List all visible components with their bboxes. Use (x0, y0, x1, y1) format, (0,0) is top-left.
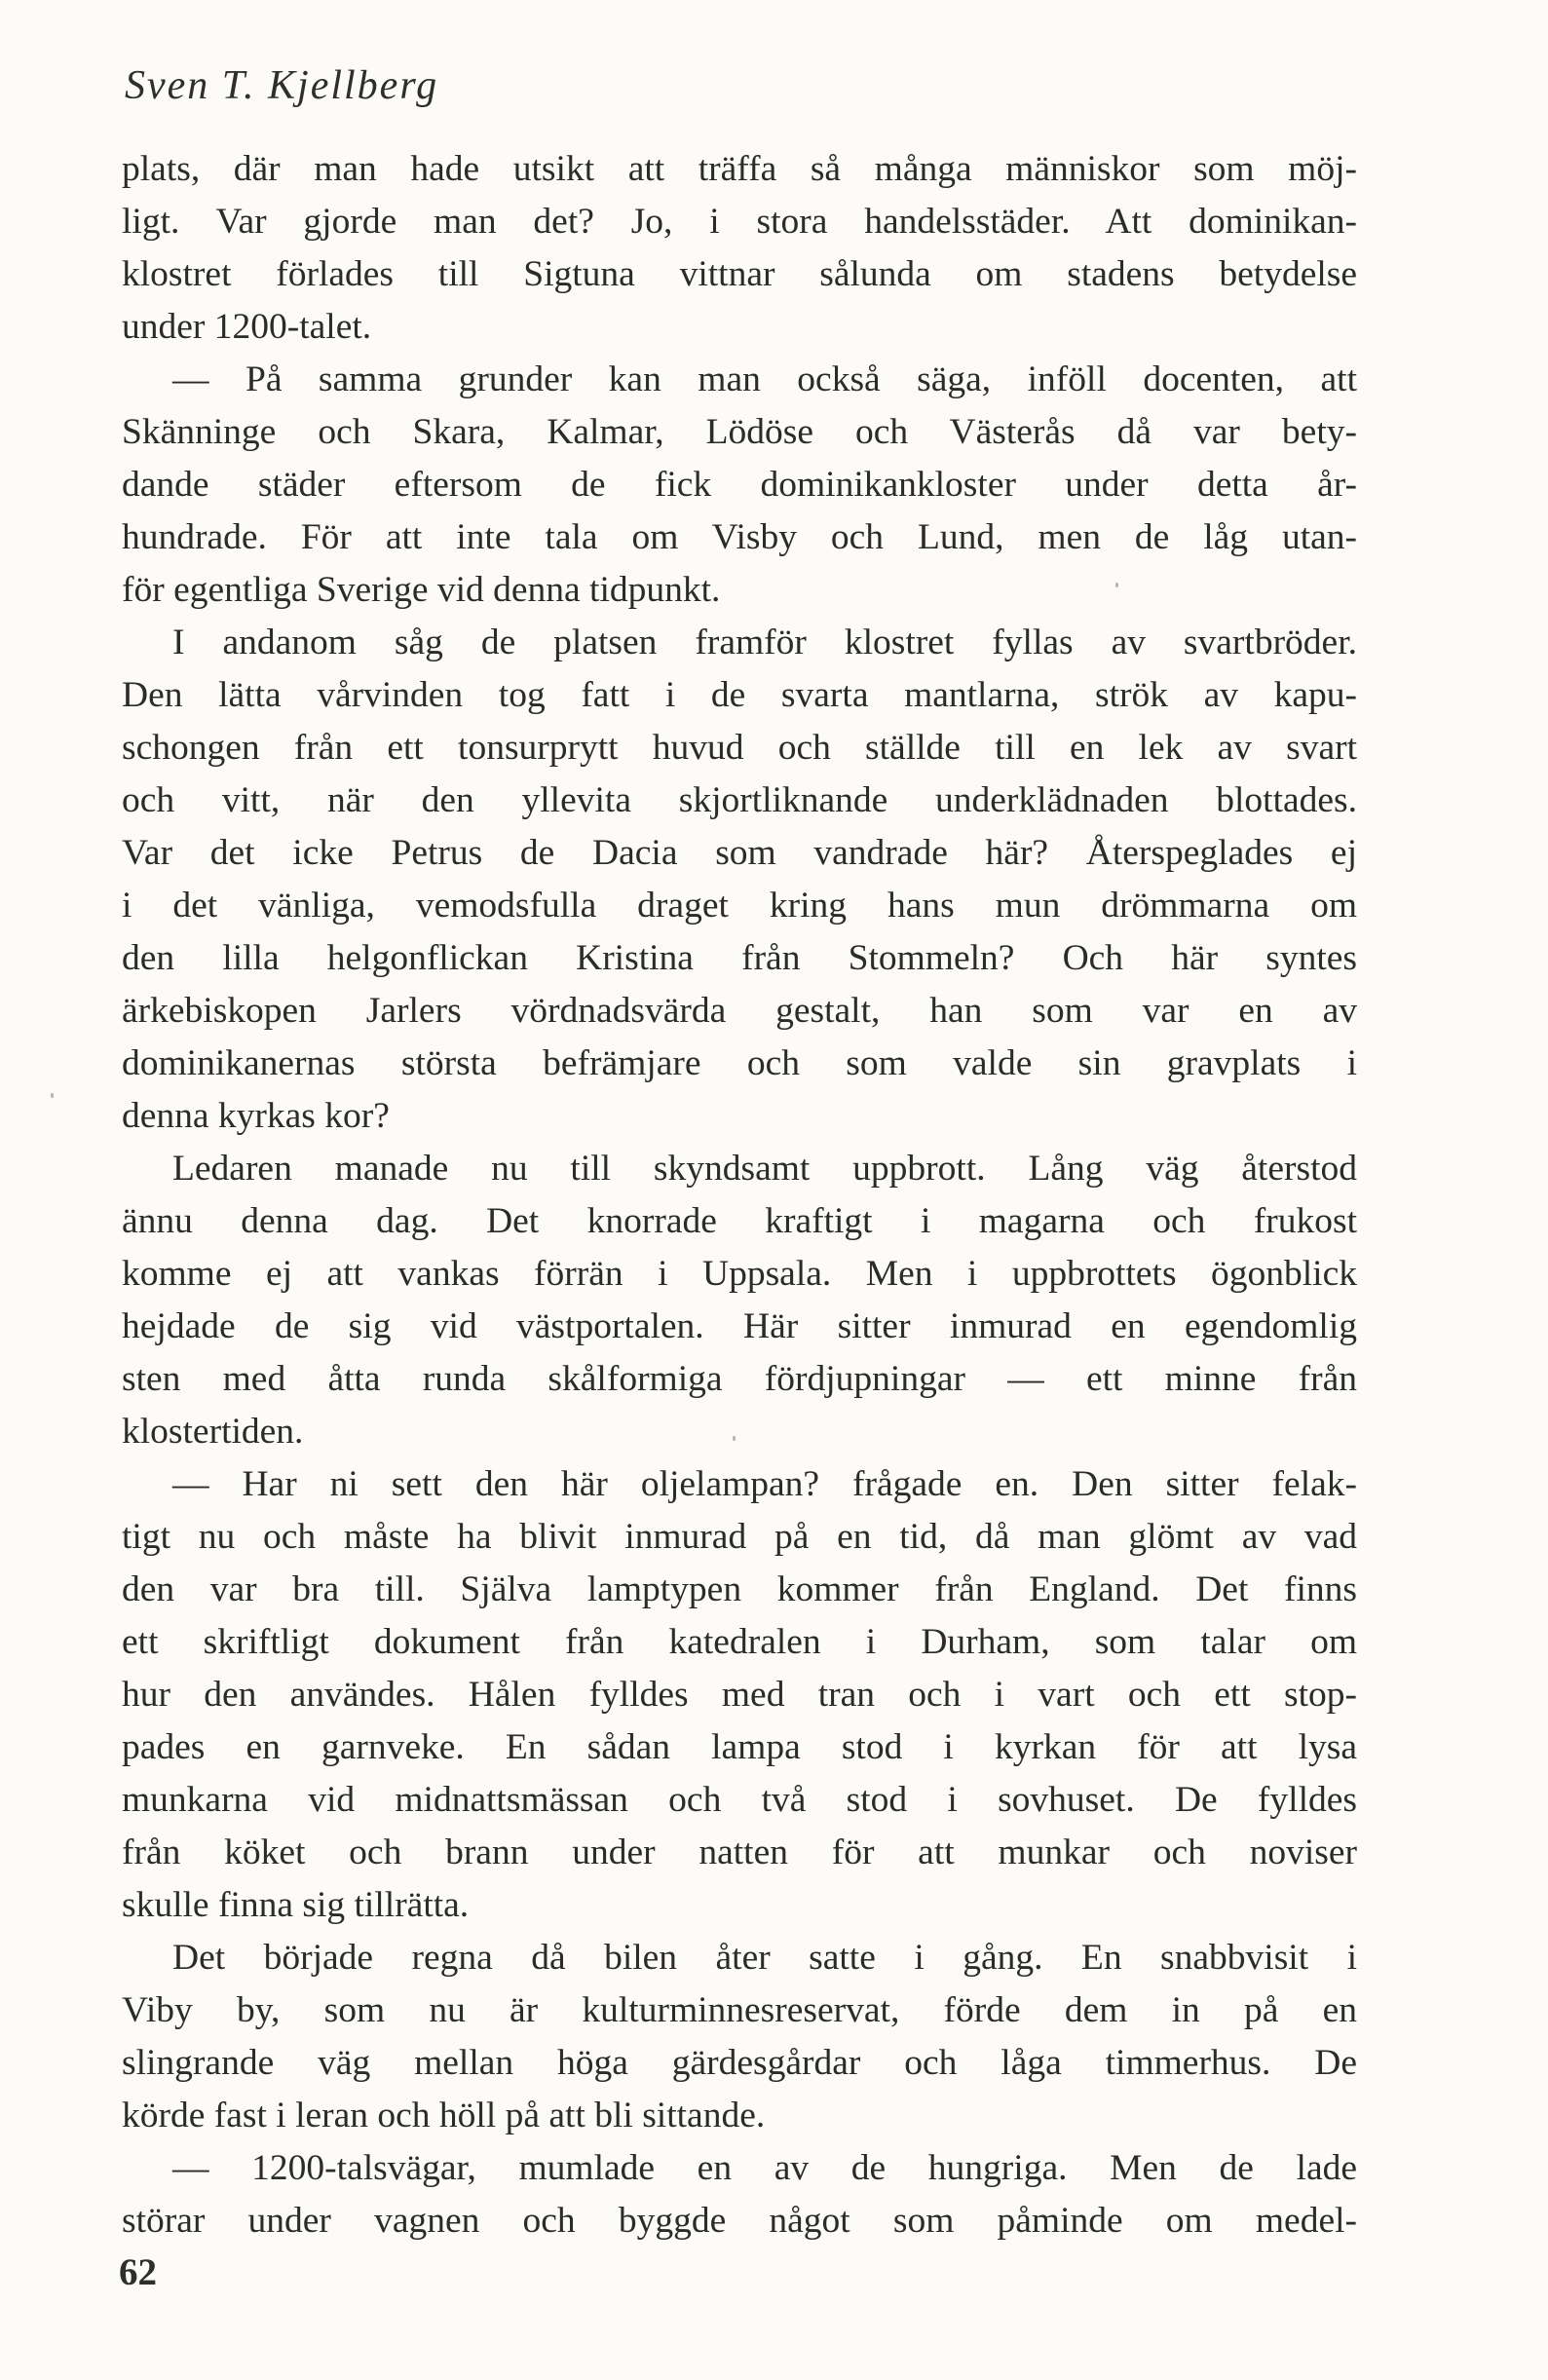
text-line: störar under vagnen och byggde något som påminde om medel- (122, 2201, 1357, 2241)
text-line: ligt. Var gjorde man det? Jo, i stora handelsstäder. Att dominikan- (122, 202, 1357, 242)
page-number: 62 (119, 2251, 157, 2293)
text-line: Viby by, som nu är kulturminnesreservat, förde dem in på en (122, 1990, 1357, 2030)
text-line: sten med åtta runda skålformiga fördjupningar — ett minne från (122, 1359, 1357, 1399)
text-line: hur den användes. Hålen fylldes med tran och i vart och ett stop- (122, 1675, 1357, 1715)
text-line: skulle finna sig tillrätta. (122, 1885, 470, 1925)
text-line: i det vänliga, vemodsfulla draget kring hans mun drömmarna om (122, 886, 1357, 926)
text-line: från köket och brann under natten för att munkar och noviser (122, 1832, 1357, 1872)
running-head-author: Sven T. Kjellberg (125, 63, 439, 108)
text-line: munkarna vid midnattsmässan och två stod i sovhuset. De fylldes (122, 1780, 1357, 1820)
text-line: för egentliga Sverige vid denna tidpunkt. (122, 570, 721, 610)
text-line: — 1200-talsvägar, mumlade en av de hungriga. Men de lade (172, 2148, 1357, 2188)
text-line: klostertiden. (122, 1412, 304, 1452)
text-line: dominikanernas största befrämjare och som valde sin gravplats i (122, 1043, 1357, 1083)
text-line: ännu denna dag. Det knorrade kraftigt i magarna och frukost (122, 1201, 1357, 1241)
text-line: körde fast i leran och höll på att bli sittande. (122, 2096, 766, 2135)
text-line: hejdade de sig vid västportalen. Här sitter inmurad en egendomlig (122, 1306, 1357, 1346)
paper-speck (1115, 583, 1118, 587)
text-line: schongen från ett tonsurprytt huvud och ställde till en lek av svart (122, 728, 1357, 768)
text-line: pades en garnveke. En sådan lampa stod i kyrkan för att lysa (122, 1727, 1357, 1767)
text-line: slingrande väg mellan höga gärdesgårdar och låga timmerhus. De (122, 2043, 1357, 2083)
text-line: den var bra till. Själva lamptypen kommer från England. Det finns (122, 1569, 1357, 1609)
text-line: hundrade. För att inte tala om Visby och Lund, men de låg utan- (122, 517, 1357, 557)
text-line: — På samma grunder kan man också säga, inföll docenten, att (172, 359, 1357, 399)
text-line: ett skriftligt dokument från katedralen i Durham, som talar om (122, 1622, 1357, 1662)
text-line: komme ej att vankas förrän i Uppsala. Men i uppbrottets ögonblick (122, 1254, 1357, 1294)
text-line: Var det icke Petrus de Dacia som vandrade här? Återspeglades ej (122, 833, 1357, 873)
text-line: tigt nu och måste ha blivit inmurad på en tid, då man glömt av vad (122, 1517, 1357, 1557)
text-line: Det började regna då bilen åter satte i gång. En snabbvisit i (172, 1938, 1357, 1978)
text-line: I andanom såg de platsen framför klostret fyllas av svartbröder. (172, 623, 1357, 662)
text-line: den lilla helgonflickan Kristina från Stommeln? Och här syntes (122, 938, 1357, 978)
paper-speck (733, 1436, 736, 1441)
text-line: och vitt, när den yllevita skjortliknande underklädnaden blottades. (122, 780, 1357, 820)
text-line: Ledaren manade nu till skyndsamt uppbrott. Lång väg återstod (172, 1149, 1357, 1189)
text-line: plats, där man hade utsikt att träffa så många människor som möj- (122, 149, 1357, 189)
text-line: Skänninge och Skara, Kalmar, Lödöse och Västerås då var bety- (122, 412, 1357, 452)
text-line: dande städer eftersom de fick dominikankloster under detta år- (122, 465, 1357, 505)
text-line: klostret förlades till Sigtuna vittnar sålunda om stadens betydelse (122, 254, 1357, 294)
text-line: under 1200-talet. (122, 307, 372, 347)
text-line: — Har ni sett den här oljelampan? frågade en. Den sitter felak- (172, 1464, 1357, 1504)
text-line: Den lätta vårvinden tog fatt i de svarta mantlarna, strök av kapu- (122, 675, 1357, 715)
text-line: ärkebiskopen Jarlers vördnadsvärda gestalt, han som var en av (122, 991, 1357, 1031)
paper-speck (51, 1093, 54, 1098)
text-line: denna kyrkas kor? (122, 1096, 390, 1136)
